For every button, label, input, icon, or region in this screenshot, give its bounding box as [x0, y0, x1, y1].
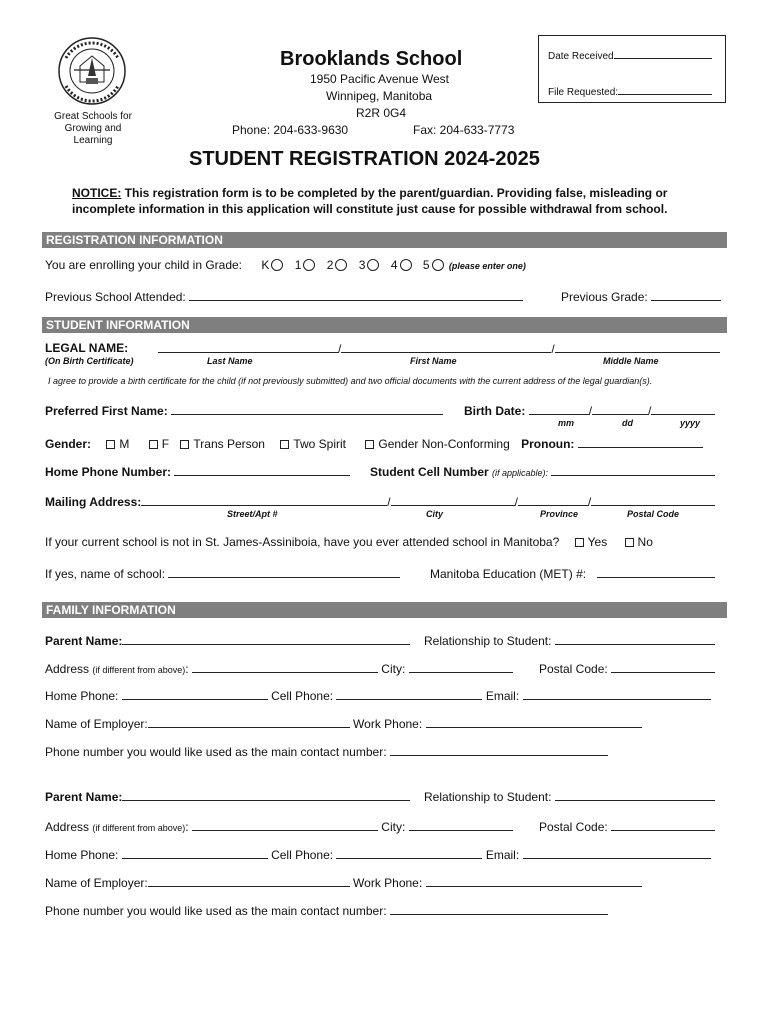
form-title: STUDENT REGISTRATION 2024-2025 [189, 148, 540, 170]
parent2-email-label: Email: [485, 848, 520, 862]
parent1-address-label: Address [45, 662, 90, 676]
legal-name-label: LEGAL NAME: [45, 341, 129, 355]
gender-f-checkbox[interactable] [149, 440, 158, 449]
parent1-city-label: City: [381, 662, 406, 676]
registration-section-header: REGISTRATION INFORMATION [42, 232, 727, 248]
parent1-postal-label: Postal Code: [539, 662, 608, 676]
parent2-relationship-field[interactable] [555, 789, 715, 801]
birth-day-field[interactable] [592, 403, 648, 415]
attended-no-checkbox[interactable] [625, 538, 634, 547]
parent2-postal-label: Postal Code: [539, 820, 608, 834]
office-use-box [538, 35, 726, 103]
student-cell-label: Student Cell Number [370, 465, 489, 479]
parent2-main-contact-field[interactable] [390, 903, 608, 915]
parent1-work-phone-field[interactable] [426, 716, 642, 728]
mailing-address-row: Mailing Address: / / / [45, 494, 715, 509]
if-yes-school-field[interactable] [168, 566, 400, 578]
gender-row [45, 436, 703, 451]
met-row [430, 566, 715, 581]
parent2-work-phone-label: Work Phone: [353, 876, 423, 890]
middle-name-field[interactable] [555, 341, 720, 353]
gender-label: Gender: [45, 437, 92, 451]
file-requested-field[interactable] [618, 83, 712, 95]
preferred-name-row [45, 403, 443, 418]
gender-f-label: F [161, 437, 170, 451]
parent1-postal-field[interactable] [611, 661, 715, 673]
parent1-postal-row [539, 661, 715, 676]
grade-row [45, 258, 526, 272]
notice: NOTICE: This registration form is to be completed by the parent/guardian. Providing false, misleading or incomplete information in this application will constitute just cause for possible withdrawal from school. [72, 186, 668, 216]
birth-date-row: Birth Date: / / [464, 403, 715, 418]
school-fax: Fax: 204-633-7773 [413, 123, 515, 137]
parent2-name-label: Parent Name: [45, 790, 123, 804]
if-yes-school-row [45, 566, 400, 581]
gender-two-spirit-label: Two Spirit [293, 437, 347, 451]
parent1-work-phone-label: Work Phone: [353, 717, 423, 731]
mm-label: mm [558, 418, 575, 428]
parent1-main-contact-label: Phone number you would like used as the main contact number: [45, 745, 387, 759]
prev-grade-field[interactable] [651, 289, 721, 301]
parent2-name-row [45, 789, 410, 804]
date-received-label: Date Received [548, 51, 614, 62]
birth-month-field[interactable] [529, 403, 589, 415]
parent1-employer-row [45, 716, 642, 731]
postal-code-field[interactable] [591, 494, 715, 506]
birth-date-label: Birth Date: [464, 404, 526, 418]
parent1-main-contact-row [45, 744, 608, 759]
file-requested-label: File Requested: [548, 87, 619, 98]
school-postal: R2R 0G4 [356, 106, 407, 120]
grade-1-label: 1 [294, 258, 302, 272]
parent2-address-label: Address [45, 820, 90, 834]
gender-nonconforming-checkbox[interactable] [365, 440, 374, 449]
gender-trans-checkbox[interactable] [180, 440, 189, 449]
parent2-name-field[interactable] [122, 789, 410, 801]
parent1-employer-field[interactable] [148, 716, 350, 728]
dd-label: dd [622, 418, 633, 428]
parent1-home-phone-label: Home Phone: [45, 689, 119, 703]
parent1-cell-phone-field[interactable] [336, 688, 482, 700]
grade-k-label: K [261, 258, 270, 272]
gender-two-spirit-checkbox[interactable] [280, 440, 289, 449]
parent1-name-field[interactable] [122, 633, 410, 645]
grade-5-label: 5 [422, 258, 430, 272]
grade-2-label: 2 [326, 258, 334, 272]
prev-grade-label: Previous Grade: [561, 290, 648, 304]
postal-code-label: Postal Code [627, 509, 680, 519]
gender-m-checkbox[interactable] [106, 440, 115, 449]
parent2-address-hint: (if different from above) [92, 823, 186, 833]
school-name: Brooklands School [280, 48, 463, 70]
parent1-main-contact-field[interactable] [390, 744, 608, 756]
first-name-label: First Name [410, 356, 457, 366]
parent2-work-phone-field[interactable] [426, 875, 642, 887]
met-label: Manitoba Education (MET) #: [430, 567, 587, 581]
parent1-name-label: Parent Name: [45, 634, 123, 648]
parent2-address-row: Address (if different from above): City: [45, 819, 513, 834]
parent1-phones-row [45, 688, 711, 703]
parent2-cell-phone-label: Cell Phone: [271, 848, 334, 862]
attended-yes-label: Yes [587, 535, 608, 549]
parent2-main-contact-label: Phone number you would like used as the main contact number: [45, 904, 387, 918]
parent2-cell-phone-field[interactable] [336, 847, 482, 859]
parent1-name-row [45, 633, 410, 648]
parent1-address-hint: (if different from above) [92, 665, 186, 675]
parent2-main-contact-row [45, 903, 608, 918]
on-birth-cert-label: (On Birth Certificate) [45, 356, 134, 366]
parent1-address-row: Address (if different from above): City: [45, 661, 513, 676]
parent2-city-label: City: [381, 820, 406, 834]
province-field[interactable] [518, 494, 588, 506]
grade-3-radio[interactable] [367, 259, 379, 271]
parent2-employer-label: Name of Employer: [45, 876, 148, 890]
parent1-home-phone-field[interactable] [122, 688, 268, 700]
attended-manitoba-row [45, 535, 653, 549]
parent2-city-field[interactable] [409, 819, 513, 831]
grade-4-radio[interactable] [400, 259, 412, 271]
student-section-header: STUDENT INFORMATION [42, 317, 727, 333]
parent2-relationship-row [424, 789, 715, 804]
city-label: City [426, 509, 444, 519]
parent2-relationship-label: Relationship to Student: [424, 790, 552, 804]
prev-grade-row [561, 289, 721, 304]
parent1-relationship-label: Relationship to Student: [424, 634, 552, 648]
grade-4-label: 4 [390, 258, 398, 272]
grade-1-radio[interactable] [303, 259, 315, 271]
parent2-home-phone-label: Home Phone: [45, 848, 119, 862]
pronoun-field[interactable] [578, 436, 703, 448]
parent2-postal-field[interactable] [611, 819, 715, 831]
parent1-email-field[interactable] [523, 688, 711, 700]
birth-year-field[interactable] [651, 403, 715, 415]
gender-nonconforming-label: Gender Non-Conforming [378, 437, 510, 451]
if-yes-school-label: If yes, name of school: [45, 567, 166, 581]
student-cell-row [370, 464, 715, 479]
preferred-name-field[interactable] [171, 403, 443, 415]
prev-school-field[interactable] [189, 289, 523, 301]
parent2-email-field[interactable] [523, 847, 711, 859]
yyyy-label: yyyy [680, 418, 701, 428]
legal-name-fields: / / [158, 341, 720, 356]
student-cell-field[interactable] [551, 464, 715, 476]
logo-tagline: Great Schools for Growing and Learning [54, 111, 132, 146]
last-name-label: Last Name [207, 356, 253, 366]
parent2-employer-row [45, 875, 642, 890]
grade-5-radio[interactable] [432, 259, 444, 271]
gender-trans-label: Trans Person [193, 437, 265, 451]
prev-school-label: Previous School Attended: [45, 290, 186, 304]
grade-prompt: You are enrolling your child in Grade: [45, 258, 243, 272]
school-address1: 1950 Pacific Avenue West [310, 72, 449, 86]
mailing-address-label: Mailing Address: [45, 495, 142, 509]
grade-k-radio[interactable] [271, 259, 283, 271]
middle-name-label: Middle Name [603, 356, 659, 366]
parent2-home-phone-field[interactable] [122, 847, 268, 859]
gender-m-label: M [119, 437, 130, 451]
met-field[interactable] [597, 566, 715, 578]
home-phone-label: Home Phone Number: [45, 465, 172, 479]
grade-hint: (please enter one) [448, 261, 526, 271]
street-label: Street/Apt # [227, 509, 278, 519]
parent1-employer-label: Name of Employer: [45, 717, 148, 731]
attended-yes-checkbox[interactable] [575, 538, 584, 547]
parent1-email-label: Email: [485, 689, 520, 703]
attended-no-label: No [637, 535, 653, 549]
grade-2-radio[interactable] [335, 259, 347, 271]
attended-question: If your current school is not in St. James-Assiniboia, have you ever attended school in Manitoba? [45, 535, 560, 549]
family-section-header: FAMILY INFORMATION [42, 602, 727, 618]
parent2-employer-field[interactable] [148, 875, 350, 887]
date-received-field[interactable] [614, 47, 712, 59]
parent1-relationship-field[interactable] [555, 633, 715, 645]
school-division-logo [52, 36, 132, 106]
home-phone-row [45, 464, 350, 479]
birth-cert-agreement: I agree to provide a birth certificate for the child (if not previously submitted) and two official documents with the current address of the legal guardian(s). [48, 376, 653, 386]
parent2-postal-row [539, 819, 715, 834]
student-cell-hint: (if applicable): [492, 468, 549, 478]
prev-school-row [45, 289, 523, 304]
parent1-cell-phone-label: Cell Phone: [271, 689, 334, 703]
last-name-field[interactable] [158, 341, 338, 353]
parent1-address-field[interactable] [192, 661, 378, 673]
school-phone: Phone: 204-633-9630 [232, 123, 349, 137]
parent2-address-field[interactable] [192, 819, 378, 831]
parent2-phones-row [45, 847, 711, 862]
home-phone-field[interactable] [174, 464, 350, 476]
street-field[interactable] [141, 494, 387, 506]
preferred-name-label: Preferred First Name: [45, 404, 168, 418]
pronoun-label: Pronoun: [521, 437, 575, 451]
parent1-relationship-row [424, 633, 715, 648]
province-label: Province [540, 509, 579, 519]
city-field[interactable] [391, 494, 515, 506]
first-name-field[interactable] [341, 341, 551, 353]
parent1-city-field[interactable] [409, 661, 513, 673]
grade-3-label: 3 [358, 258, 366, 272]
school-address2: Winnipeg, Manitoba [326, 89, 433, 103]
